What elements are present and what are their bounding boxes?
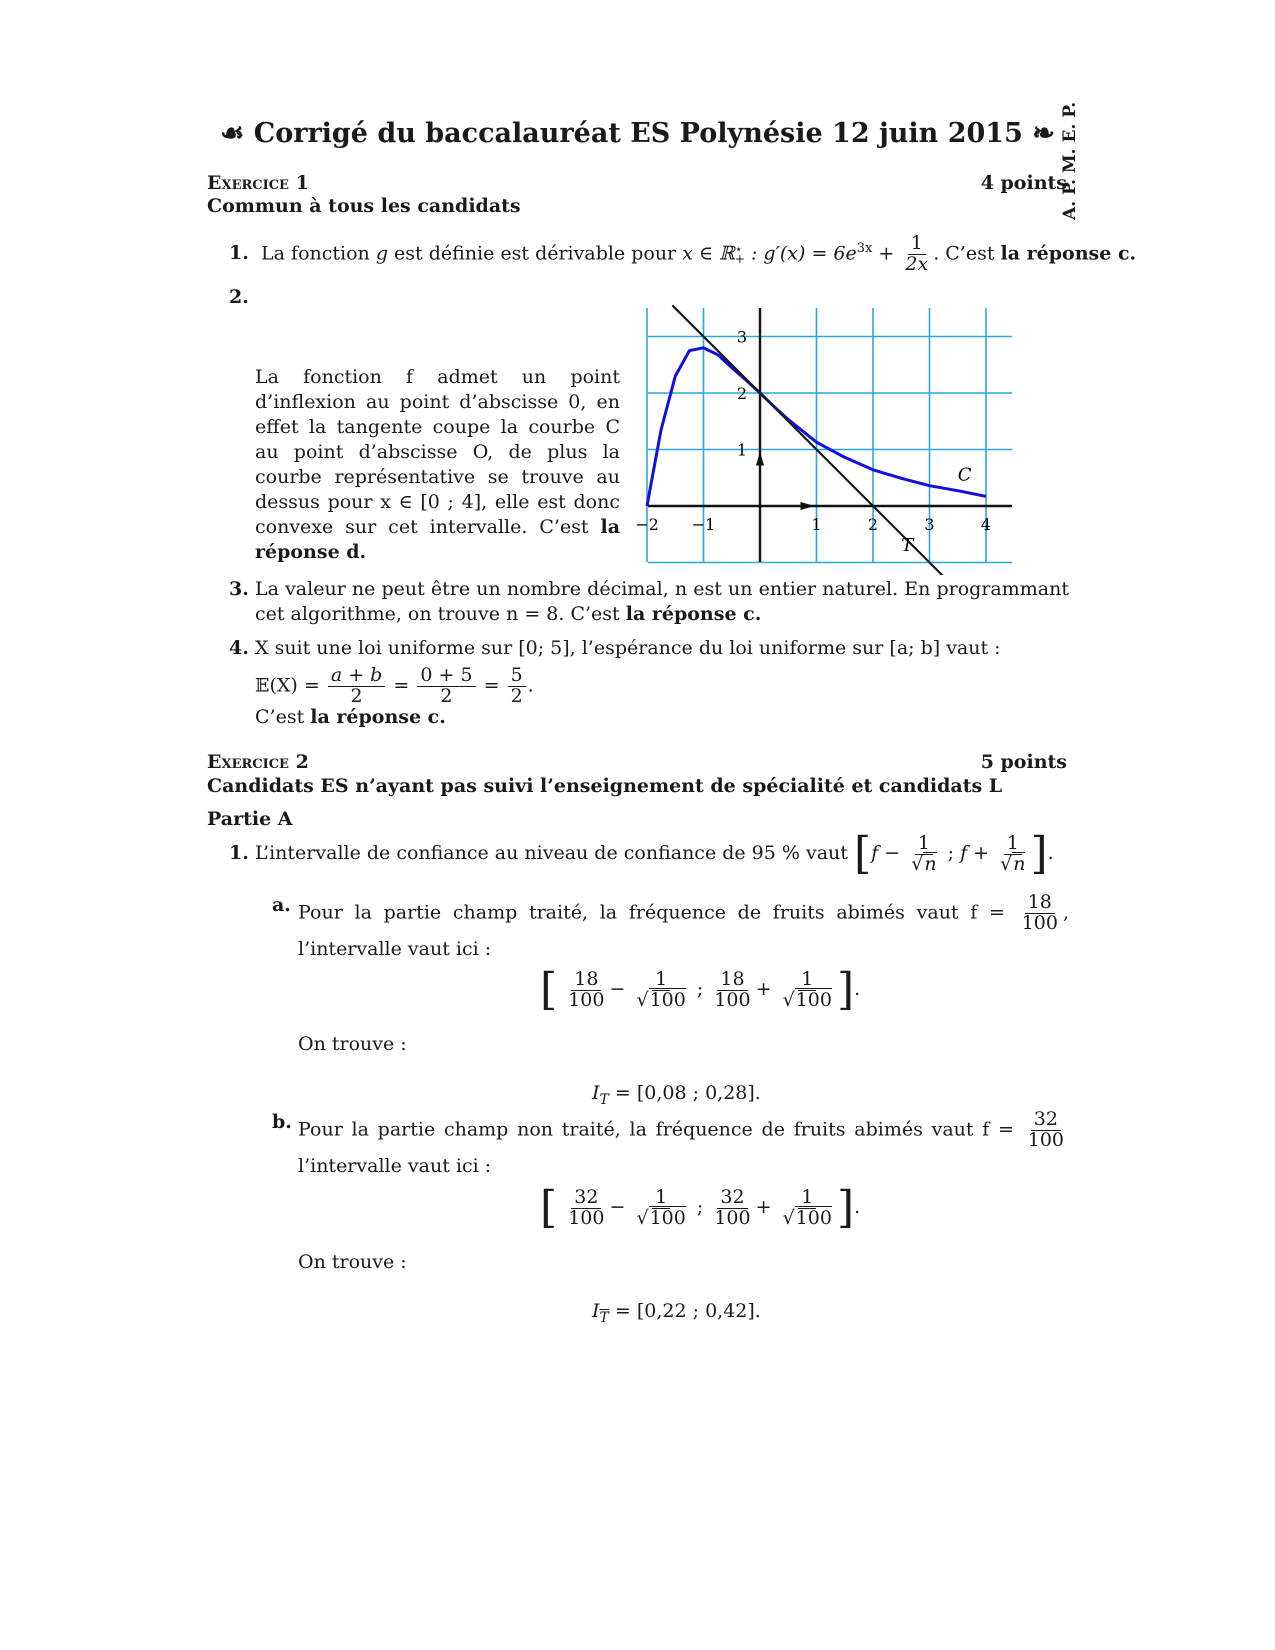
qa-text: Pour la partie champ traité, la fréquence de fruits abimés vaut f = [298, 901, 1005, 924]
q1-set-sup: ⋆ [734, 242, 743, 257]
ex2-q1-text: L’intervalle de confiance au niveau de confiance de 95 % vaut [255, 842, 848, 864]
q4-frac-3 [508, 666, 526, 707]
qb-i-f4-den: 100 [795, 1206, 832, 1229]
qb-i-f3-den: 100 [714, 1206, 751, 1229]
curve-label-c: C [957, 464, 972, 486]
qa-i-semi: ; [696, 978, 704, 1000]
qb-text2: l’intervalle vaut ici : [298, 1154, 492, 1177]
qb-i-plus: + [755, 1196, 772, 1218]
qb-result [592, 1300, 761, 1326]
qa-i-f2-den: 100 [649, 988, 686, 1011]
qb-letter: b. [272, 1111, 292, 1133]
qb-i-f2-num: 1 [652, 1188, 670, 1209]
q1-g: g [375, 242, 388, 265]
qb-result-rest: = [0,22 ; 0,42]. [614, 1300, 761, 1322]
qb-i-period: . [854, 1196, 861, 1218]
ex1-q3 [229, 577, 1069, 627]
bracket-right: ] [1030, 828, 1048, 879]
bracket-left: [ [853, 828, 872, 879]
q1-fraction [902, 234, 931, 275]
y-tick-label: 1 [736, 440, 748, 460]
qa-trouve: On trouve : [298, 1033, 407, 1055]
q2-number [229, 286, 255, 308]
qa-fraction [1019, 893, 1061, 934]
y-tick-label: 3 [736, 327, 748, 347]
ornament-right: ❧ [1032, 118, 1055, 149]
sqrt-icon: √ [782, 1206, 795, 1229]
qa-result-i: I [592, 1082, 600, 1104]
x-tick-label: 4 [980, 515, 992, 534]
q4-number: 4. [229, 637, 249, 659]
qb-result-sub: T [599, 1309, 609, 1326]
sqrt-icon: √ [636, 988, 649, 1011]
sqrt-icon: √ [636, 1206, 649, 1229]
qb-i-frac2 [633, 1185, 688, 1229]
x-tick-label: −1 [691, 515, 716, 534]
qa-frac-num: 18 [1025, 893, 1055, 914]
qa-i-f2-num: 1 [652, 970, 670, 991]
ci-frac-1-num: 1 [915, 834, 933, 855]
bracket-left: [ [540, 964, 558, 1015]
qb-trouve: On trouve : [298, 1251, 407, 1273]
bracket-right: ] [836, 1182, 855, 1233]
ex1-heading: Exercice 1 [207, 172, 309, 194]
q1-set-sub: + [734, 252, 745, 267]
q1-text-a: La fonction [261, 242, 370, 265]
y-unit-arrow [756, 452, 764, 466]
qa-letter: a. [272, 894, 291, 916]
ci-frac-1-n: n [924, 852, 937, 875]
ex2-subtitle: Candidats ES n’ayant pas suivi l’enseignement de spécialité et candidats L [207, 775, 1003, 797]
q2-text: La fonction f admet un point d’inflexion au point d’abscisse 0, en effet la tangente coupe la courbe C au point d’abscisse O, de plus la courbe représentative se trouve au dessus pour x ∈ [0 ; 4], elle est donc convexe sur cet intervalle. C’est [255, 366, 620, 538]
ci-minus: − [884, 842, 901, 864]
q1-set: x ∈ ℝ [682, 242, 735, 265]
q4-f3-den: 2 [510, 684, 523, 707]
qa-result-rest: = [0,08 ; 0,28]. [614, 1082, 761, 1104]
tangent-label-t: T [901, 535, 914, 557]
q3-answer: la réponse c. [625, 603, 762, 625]
qb-i-f4-num: 1 [798, 1188, 816, 1209]
x-tick-label: 1 [811, 515, 822, 534]
qb-result-i: I [592, 1300, 600, 1322]
ex1-header [207, 172, 1067, 194]
q4-f3-num: 5 [508, 666, 526, 687]
q3-number: 3. [229, 578, 249, 600]
q4-frac-1 [328, 666, 386, 707]
sqrt-icon: √ [911, 852, 924, 875]
ex1-subtitle: Commun à tous les candidats [207, 195, 521, 217]
title-text: Corrigé du baccalauréat ES Polynésie 12 juin 2015 [253, 118, 1023, 149]
qb-i-f3-num: 32 [717, 1188, 747, 1209]
qa-i-frac4 [780, 967, 835, 1011]
ci-frac-2-num: 1 [1004, 834, 1022, 855]
sqrt-icon: √ [782, 988, 795, 1011]
ornament-left: ☙ [220, 118, 245, 149]
ex2-partie-a: Partie A [207, 808, 293, 830]
side-label: A. P. M. E. P. [1060, 101, 1080, 220]
qa-text2: , l’intervalle vaut ici : [298, 901, 1069, 960]
q4-formula [255, 666, 534, 707]
qa-i-frac2 [633, 967, 688, 1011]
ci-f-2: f [960, 842, 968, 864]
q1-plus: + [878, 242, 895, 265]
q4-conc-a: C’est [255, 706, 305, 728]
qb-interval [540, 1182, 861, 1233]
q2-num-text: 2. [229, 286, 249, 308]
q4-answer: la réponse c. [310, 706, 446, 728]
tick-labels [635, 328, 991, 535]
q1-frac-num: 1 [908, 234, 926, 255]
ex2-qb [272, 1110, 1069, 1181]
x-tick-label: −2 [635, 515, 659, 534]
q1-formula: : g′(x) = 6e [744, 242, 857, 265]
ex1-q1 [229, 232, 1137, 275]
qb-i-semi: ; [696, 1196, 704, 1218]
ci-frac-2-n: n [1013, 852, 1026, 875]
qb-i-frac1 [565, 1185, 607, 1229]
ci-plus: + [973, 842, 990, 864]
qb-i-f1-den: 100 [568, 1206, 605, 1229]
qa-i-minus: − [609, 978, 626, 1000]
x-tick-label: 3 [924, 515, 935, 534]
qb-text: Pour la partie champ non traité, la fréquence de fruits abimés vaut f = [298, 1118, 1014, 1141]
qa-i-f3-den: 100 [714, 988, 751, 1011]
qa-result [592, 1082, 761, 1108]
qa-result-sub: T [599, 1091, 609, 1108]
qb-i-f2-den: 100 [649, 1206, 686, 1229]
q1-end: . C’est [933, 242, 995, 265]
ex2-header [207, 751, 1067, 773]
q4-period: . [527, 674, 534, 697]
qa-i-f3-num: 18 [717, 970, 747, 991]
ex1-q2-text [255, 365, 620, 565]
qa-i-period: . [854, 978, 861, 1000]
q4-f2-den: 2 [440, 684, 453, 707]
qa-i-f1-num: 18 [571, 970, 601, 991]
q1-answer: la réponse c. [1000, 242, 1137, 265]
q1-text-b: est définie est dérivable pour [394, 242, 677, 265]
q4-lhs: 𝔼(X) = [255, 674, 320, 697]
q3-text: La valeur ne peut être un nombre décimal, n est un entier naturel. En programmant cet algorithme, on trouve n = 8. C’est [255, 578, 1069, 625]
ex1-q4 [229, 637, 1069, 659]
bracket-right: ] [836, 964, 855, 1015]
q4-eq-1: = [393, 674, 410, 697]
ci-frac-1 [908, 831, 939, 875]
x-unit-arrow [801, 502, 815, 510]
ex2-points: 5 points [980, 751, 1067, 773]
ci-f-1: f [871, 842, 879, 864]
q4-conclusion [255, 706, 446, 728]
q4-frac-2 [417, 666, 475, 707]
graph-figure [630, 300, 1050, 575]
qa-frac-den: 100 [1021, 911, 1058, 934]
qb-i-minus: − [609, 1196, 626, 1218]
qa-i-frac1 [565, 967, 607, 1011]
qb-fraction [1025, 1110, 1067, 1151]
q4-eq-2: = [483, 674, 500, 697]
q4-f1-den: 2 [350, 684, 363, 707]
q4-f2-num: 0 + 5 [417, 666, 475, 687]
ci-semi: ; [947, 842, 955, 864]
y-tick-label: 2 [736, 384, 748, 403]
ci-period: . [1047, 842, 1054, 864]
ex2-heading: Exercice 2 [207, 751, 309, 773]
qa-i-f4-num: 1 [798, 970, 816, 991]
page-title [0, 118, 1275, 149]
ex2-q1 [229, 828, 1054, 879]
ex2-q1-number: 1. [229, 842, 249, 864]
q2-answer: la réponse d. [255, 516, 621, 563]
qb-frac-num: 32 [1031, 1110, 1061, 1131]
bracket-left: [ [540, 1182, 558, 1233]
qb-i-frac3 [711, 1185, 753, 1229]
x-tick-label: 2 [867, 515, 879, 534]
sqrt-icon: √ [1000, 852, 1013, 875]
q1-number: 1. [229, 242, 249, 265]
qb-frac-den: 100 [1027, 1128, 1064, 1151]
q1-exponent: 3x [856, 241, 873, 257]
ci-frac-2 [997, 831, 1028, 875]
q4-f1-num: a + b [328, 666, 386, 687]
qa-i-frac3 [711, 967, 753, 1011]
qb-i-f1-num: 32 [571, 1188, 601, 1209]
ex2-qa [272, 893, 1069, 964]
q4-text: X suit une loi uniforme sur [0; 5], l’espérance du loi uniforme sur [a; b] vaut : [255, 637, 1001, 659]
qb-i-frac4 [780, 1185, 835, 1229]
qa-i-f4-den: 100 [795, 988, 832, 1011]
q1-frac-den: 2x [905, 252, 929, 275]
qa-i-f1-den: 100 [568, 988, 605, 1011]
qa-i-plus: + [755, 978, 772, 1000]
qa-interval [540, 964, 861, 1015]
ex1-points: 4 points [980, 172, 1067, 194]
